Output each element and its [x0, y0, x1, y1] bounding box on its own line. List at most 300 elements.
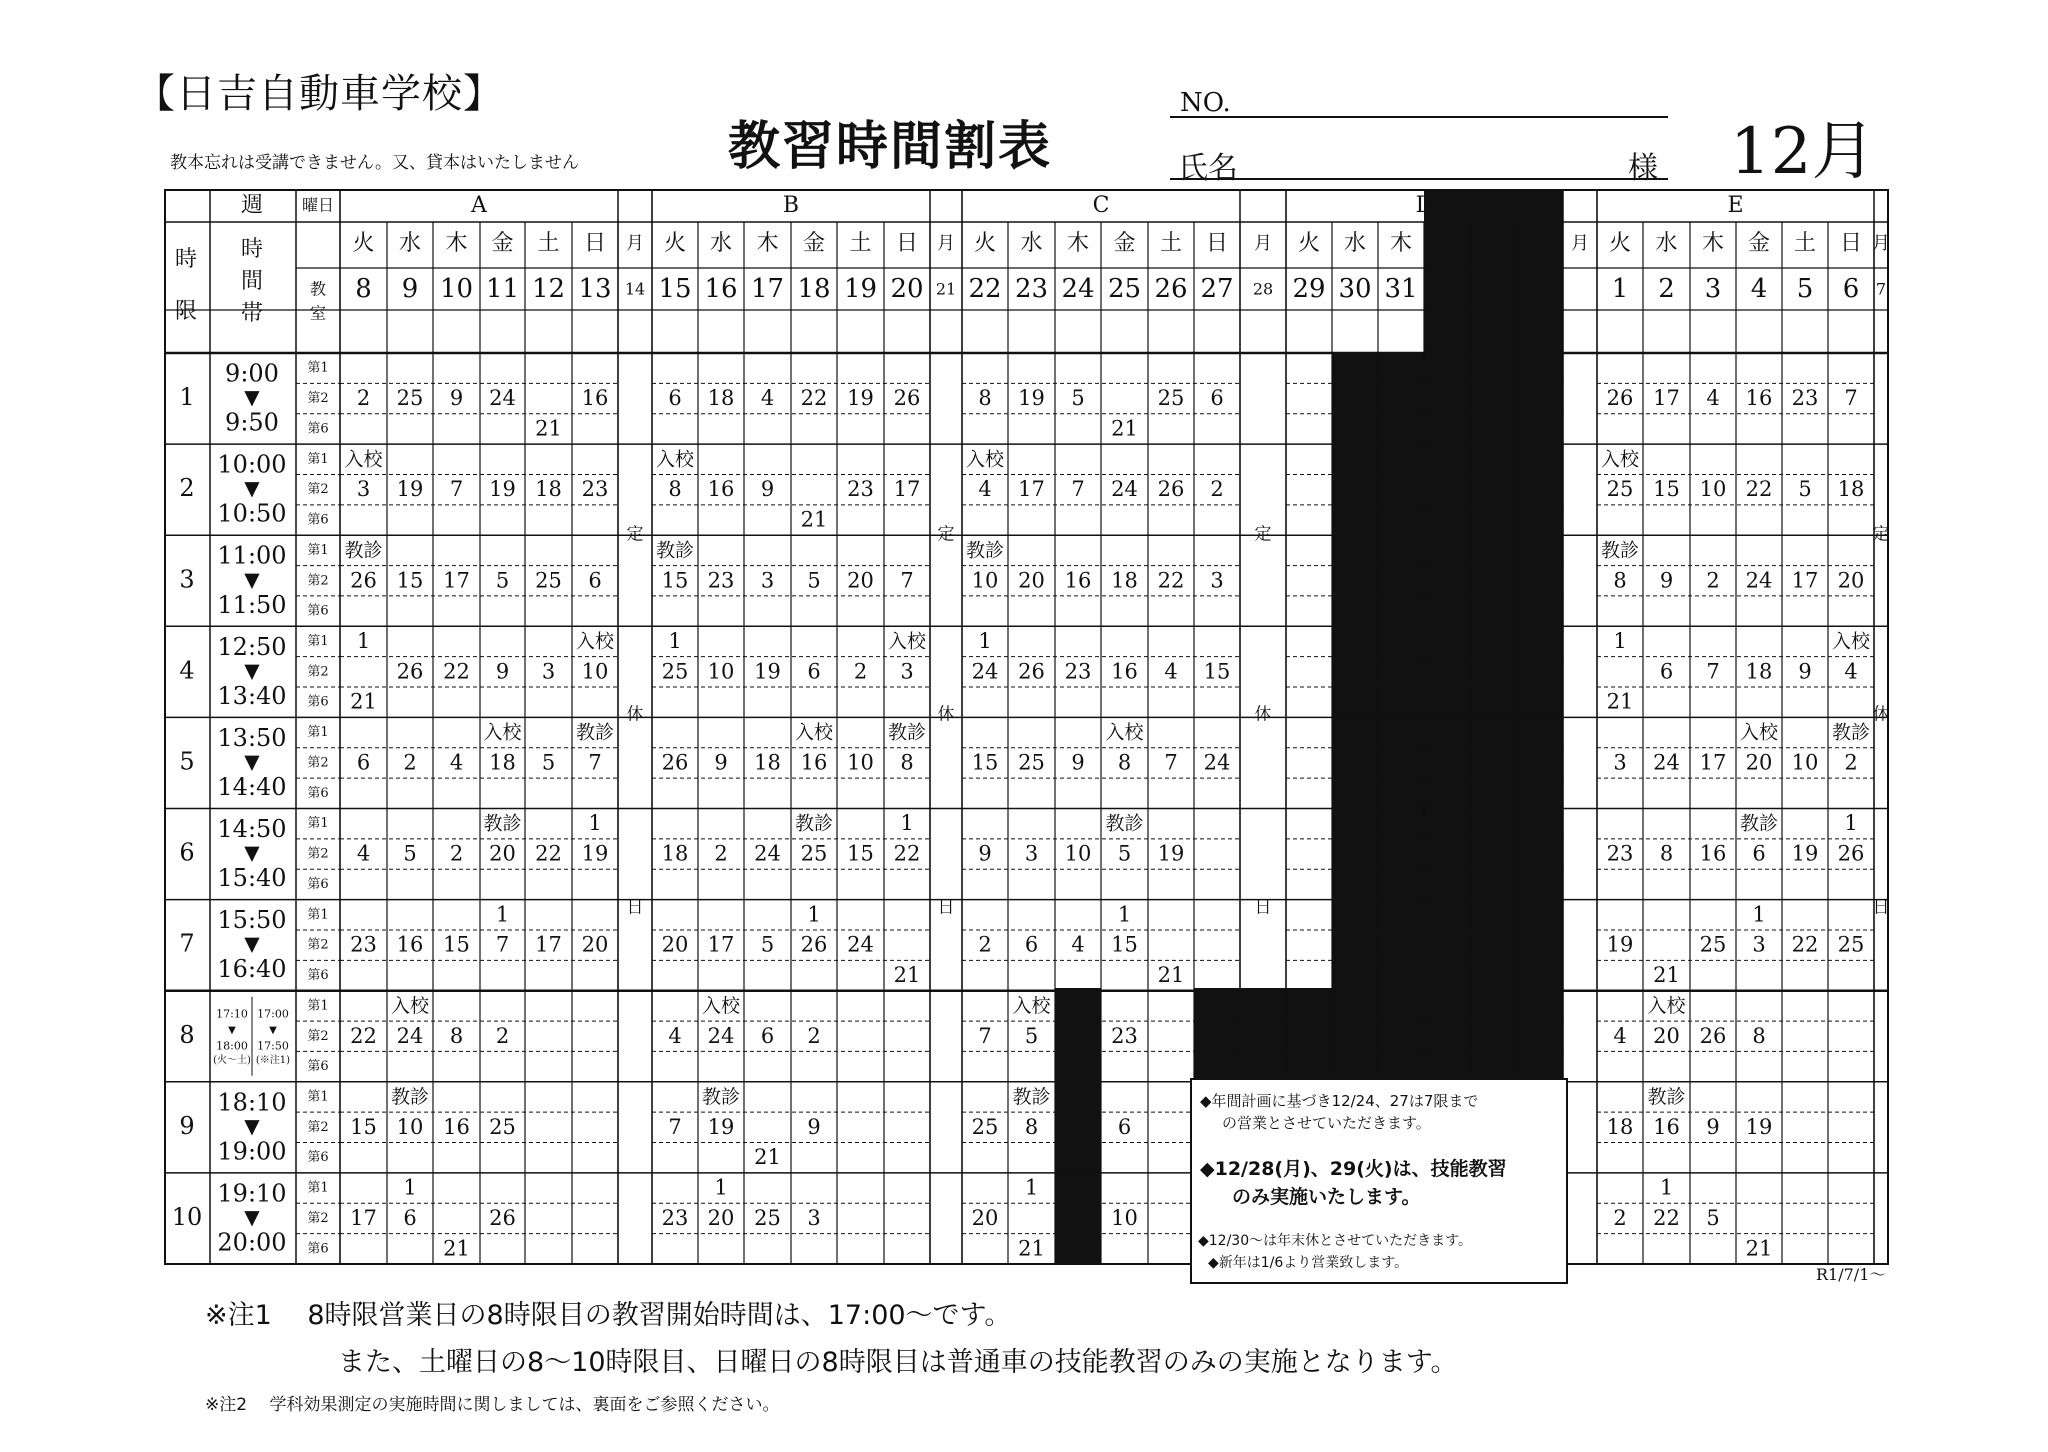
cell-c-p4-d5-r1: 15	[1203, 659, 1231, 684]
room-label-5-1: 第2	[307, 755, 329, 771]
cell-b-p8-d2-r1: 6	[760, 1023, 775, 1048]
period-end-7: 16:40	[217, 955, 287, 984]
cell-e-p7-d1-r2: 21	[1653, 963, 1680, 988]
weekday-mon-e: 月	[1872, 233, 1890, 254]
date-a-4: 12	[531, 274, 566, 304]
room-label-1-1: 第2	[307, 391, 329, 407]
cell-c-p6-d0-r1: 9	[978, 841, 992, 866]
room-label-10-2: 第6	[307, 1241, 329, 1257]
room-label-1-2: 第6	[307, 421, 329, 437]
cell-c-p5-d4-r1: 7	[1164, 750, 1178, 775]
period-arrow-10: ▼	[244, 1204, 260, 1229]
cell-b-p6-d5-r1: 22	[893, 841, 921, 866]
weekday-a-5: 日	[583, 231, 607, 256]
cell-c-p9-d3-r1: 6	[1117, 1114, 1132, 1139]
cell-c-p7-d1-r1: 6	[1024, 932, 1039, 957]
cell-c-p4-d3-r1: 16	[1111, 659, 1138, 684]
date-c-5: 27	[1200, 274, 1234, 304]
cell-c-p8-d1-r1: 5	[1024, 1023, 1039, 1048]
cell-a-p2-d0-r0: 入校	[344, 448, 383, 471]
room-label-7-2: 第6	[307, 968, 329, 984]
cell-a-p4-d1-r1: 26	[396, 659, 424, 684]
date-b-2: 17	[750, 274, 785, 304]
cell-c-p2-d4-r1: 26	[1157, 477, 1185, 502]
page-title: 教習時間割表	[728, 117, 1053, 177]
cell-b-p10-d1-r1: 20	[707, 1205, 735, 1230]
cell-e-p9-d1-r0: 教診	[1647, 1085, 1686, 1108]
weekday-a-2: 木	[445, 231, 468, 256]
closed-char-3-b: 日	[937, 897, 955, 918]
cell-b-p6-d3-r0: 教診	[794, 812, 834, 835]
cell-a-p8-d1-r1: 24	[396, 1023, 424, 1048]
closed-block-d-header	[1424, 190, 1563, 354]
cell-a-p9-d0-r1: 15	[350, 1114, 377, 1139]
closed-char-3-e: 日	[1872, 897, 1890, 918]
cell-a-p1-d0-r1: 2	[356, 386, 371, 411]
date-e-1: 2	[1658, 274, 1675, 304]
cell-e-p6-d5-r1: 26	[1837, 841, 1865, 866]
cell-c-p4-d4-r1: 4	[1164, 659, 1178, 684]
cell-c-p9-d1-r0: 教診	[1012, 1085, 1051, 1108]
closed-char-3-a: 日	[626, 897, 644, 918]
cell-e-p10-d0-r1: 2	[1613, 1205, 1627, 1230]
info-box	[1190, 1078, 1568, 1284]
info-line-1b: の営業とさせていただきます。	[1222, 1114, 1431, 1132]
cell-a-p2-d0-r1: 3	[356, 477, 371, 502]
cell-c-p3-d1-r1: 20	[1018, 568, 1045, 593]
cell-a-p10-d3-r1: 26	[489, 1205, 516, 1230]
room-label-9-2: 第6	[307, 1150, 329, 1166]
cell-b-p4-d4-r1: 2	[853, 659, 868, 684]
room-label-8-2: 第6	[307, 1059, 329, 1075]
cell-e-p3-d0-r1: 8	[1613, 568, 1627, 593]
cell-c-p2-d2-r1: 7	[1071, 477, 1085, 502]
cell-a-p5-d0-r1: 6	[356, 750, 371, 775]
weekday-mon-d: 月	[1571, 233, 1589, 254]
cell-e-p4-d5-r1: 4	[1844, 659, 1858, 684]
room-label-8-0: 第1	[307, 998, 329, 1014]
period-arrow-6: ▼	[244, 840, 260, 865]
cell-e-p2-d3-r1: 22	[1745, 477, 1773, 502]
cell-c-p6-d1-r1: 3	[1024, 841, 1039, 866]
cell-b-p8-d1-r0: 入校	[701, 994, 741, 1017]
cell-c-p1-d4-r1: 25	[1157, 386, 1185, 411]
cell-c-p8-d0-r1: 7	[978, 1023, 992, 1048]
weekday-mon-b: 月	[937, 233, 955, 254]
cell-c-p2-d1-r1: 17	[1018, 477, 1045, 502]
weekday-mon-c: 月	[1254, 233, 1272, 254]
cell-e-p10-d1-r1: 22	[1653, 1205, 1680, 1230]
week-name-b: B	[782, 193, 800, 218]
note1-line2: また、土曜日の8～10時限目、日曜日の8時限目は普通車の技能教習のみの実施となります。	[338, 1347, 1458, 1378]
weekday-d-1: 水	[1343, 231, 1367, 256]
room-label-1-0: 第1	[307, 360, 329, 376]
cell-b-p8-d3-r1: 2	[807, 1023, 821, 1048]
cell-c-p7-d0-r1: 2	[978, 932, 992, 957]
cell-c-p4-d0-r1: 24	[971, 659, 999, 684]
weekday-b-5: 日	[895, 231, 919, 256]
weekday-c-2: 木	[1066, 231, 1090, 256]
cell-a-p1-d4-r2: 21	[535, 416, 562, 441]
cell-c-p2-d3-r1: 24	[1111, 477, 1138, 502]
room-label-7-0: 第1	[307, 907, 329, 923]
weekday-c-0: 火	[973, 231, 997, 256]
cell-e-p3-d4-r1: 17	[1791, 568, 1819, 593]
cell-b-p5-d5-r0: 教診	[887, 721, 927, 744]
cell-c-p8-d1-r0: 入校	[1012, 994, 1051, 1017]
timeslot-header-1: 時	[240, 237, 264, 262]
cell-c-p7-d4-r2: 21	[1157, 963, 1185, 988]
room-label-3-2: 第6	[307, 603, 329, 619]
cell-c-p5-d3-r0: 入校	[1105, 721, 1144, 744]
date-a-3: 11	[485, 274, 520, 304]
cell-a-p4-d0-r2: 21	[350, 689, 377, 714]
period-8-alt-arrow: ▼	[269, 1024, 277, 1036]
period-end-1: 9:50	[225, 408, 279, 437]
date-b-4: 19	[843, 274, 878, 304]
weekday-e-1: 水	[1655, 231, 1678, 256]
cell-b-p3-d4-r1: 20	[847, 568, 874, 593]
cell-e-p5-d2-r1: 17	[1699, 750, 1727, 775]
info-line-4: ◆新年は1/6より営業致します。	[1208, 1255, 1409, 1271]
week-name-a: A	[471, 193, 487, 218]
cell-a-p7-d3-r1: 7	[495, 932, 510, 957]
period-end-2: 10:50	[217, 499, 287, 528]
period-no-3: 3	[179, 565, 195, 594]
cell-b-p6-d1-r1: 2	[714, 841, 728, 866]
cell-b-p2-d2-r1: 9	[760, 477, 775, 502]
cell-b-p7-d3-r0: 1	[807, 902, 821, 927]
cell-b-p4-d5-r1: 3	[900, 659, 914, 684]
cell-e-p9-d2-r1: 9	[1706, 1114, 1720, 1139]
date-e-5: 6	[1842, 274, 1860, 304]
weekday-b-4: 土	[849, 231, 872, 256]
cell-e-p3-d1-r1: 9	[1659, 568, 1674, 593]
cell-a-p4-d5-r1: 10	[581, 659, 609, 684]
cell-b-p8-d0-r1: 4	[668, 1023, 682, 1048]
cell-b-p2-d0-r0: 入校	[655, 448, 695, 471]
weekday-d-0: 火	[1297, 231, 1321, 256]
cell-b-p7-d1-r1: 17	[707, 932, 735, 957]
cell-b-p9-d1-r0: 教診	[701, 1085, 741, 1108]
period-no-2: 2	[179, 474, 195, 503]
period-8-start: 17:10	[216, 1007, 248, 1021]
cell-e-p7-d2-r1: 25	[1699, 932, 1727, 957]
cell-c-p3-d5-r1: 3	[1210, 568, 1224, 593]
weekday-b-0: 火	[663, 231, 687, 256]
date-a-5: 13	[578, 274, 612, 304]
cell-e-p9-d3-r1: 19	[1745, 1114, 1773, 1139]
cell-b-p6-d3-r1: 25	[800, 841, 828, 866]
number-label: NO.	[1180, 88, 1231, 118]
date-e-2: 3	[1704, 274, 1722, 304]
cell-b-p1-d0-r1: 6	[668, 386, 682, 411]
closed-block-d	[1332, 354, 1563, 991]
cell-e-p2-d4-r1: 5	[1798, 477, 1812, 502]
cell-c-p8-d3-r1: 23	[1111, 1023, 1138, 1048]
cell-a-p7-d3-r0: 1	[495, 902, 510, 927]
date-a-0: 8	[355, 274, 372, 304]
closed-block-c-thu	[1055, 988, 1101, 1264]
room-label-3-1: 第2	[307, 573, 329, 589]
period-start-6: 14:50	[217, 815, 287, 843]
week-header: 週	[240, 193, 264, 218]
cell-b-p7-d3-r1: 26	[800, 932, 828, 957]
cell-b-p4-d0-r0: 1	[668, 628, 682, 653]
cell-e-p5-d5-r0: 教診	[1831, 721, 1871, 744]
room-label-10-0: 第1	[307, 1180, 329, 1196]
cell-e-p5-d3-r0: 入校	[1739, 721, 1779, 744]
cell-c-p3-d4-r1: 22	[1157, 568, 1185, 593]
period-arrow-9: ▼	[244, 1113, 260, 1138]
cell-b-p4-d5-r0: 入校	[887, 630, 927, 653]
room-label-4-0: 第1	[307, 633, 329, 649]
cell-a-p3-d0-r0: 教診	[344, 539, 383, 562]
cell-e-p5-d0-r1: 3	[1613, 750, 1627, 775]
cell-b-p7-d4-r1: 24	[847, 932, 874, 957]
cell-e-p5-d4-r1: 10	[1791, 750, 1819, 775]
date-mon-a: 14	[624, 279, 646, 299]
date-a-1: 9	[401, 274, 419, 304]
weekday-mon-a: 月	[626, 233, 644, 254]
weekday-a-0: 火	[352, 231, 375, 256]
timeslot-header-3: 帯	[240, 301, 264, 326]
weekday-a-3: 金	[491, 231, 514, 256]
room-label-8-1: 第2	[307, 1028, 329, 1044]
cell-e-p7-d5-r1: 25	[1837, 932, 1865, 957]
textbook-notice: 教本忘れは受講できません。又、貸本はいたしません	[170, 153, 580, 173]
cell-e-p3-d5-r1: 20	[1837, 568, 1865, 593]
cell-b-p9-d2-r2: 21	[754, 1145, 781, 1170]
cell-b-p1-d3-r1: 22	[800, 386, 828, 411]
cell-b-p9-d1-r1: 19	[707, 1114, 735, 1139]
cell-a-p3-d1-r1: 15	[396, 568, 424, 593]
weekday-e-3: 金	[1747, 231, 1771, 256]
room-label-5-2: 第6	[307, 785, 329, 801]
cell-e-p6-d3-r0: 教診	[1739, 812, 1779, 835]
cell-e-p3-d0-r0: 教診	[1600, 539, 1640, 562]
date-e-3: 4	[1750, 274, 1768, 304]
cell-e-p7-d3-r0: 1	[1752, 902, 1766, 927]
closed-char-2-e: 休	[1872, 704, 1890, 725]
cell-a-p9-d1-r0: 教診	[390, 1085, 430, 1108]
cell-e-p5-d3-r1: 20	[1745, 750, 1773, 775]
cell-b-p9-d3-r1: 9	[807, 1114, 821, 1139]
cell-b-p2-d5-r1: 17	[893, 477, 921, 502]
cell-e-p4-d1-r1: 6	[1659, 659, 1674, 684]
cell-c-p9-d0-r1: 25	[971, 1114, 999, 1139]
cell-e-p9-d1-r1: 16	[1653, 1114, 1680, 1139]
cell-b-p2-d0-r1: 8	[668, 477, 682, 502]
date-c-1: 23	[1014, 274, 1049, 304]
room-label-4-2: 第6	[307, 694, 329, 710]
period-start-10: 19:10	[217, 1179, 287, 1208]
cell-b-p2-d4-r1: 23	[847, 477, 874, 502]
date-c-2: 24	[1061, 274, 1095, 304]
cell-b-p9-d0-r1: 7	[668, 1114, 682, 1139]
closed-char-1-e: 定	[1872, 524, 1890, 545]
cell-e-p4-d4-r1: 9	[1798, 659, 1812, 684]
cell-e-p10-d3-r2: 21	[1745, 1236, 1773, 1261]
period-arrow-1: ▼	[244, 385, 260, 410]
closed-char-2-a: 休	[626, 704, 644, 725]
cell-a-p3-d4-r1: 25	[535, 568, 562, 593]
cell-b-p8-d1-r1: 24	[707, 1023, 735, 1048]
cell-e-p2-d1-r1: 15	[1653, 477, 1680, 502]
date-b-0: 15	[658, 274, 692, 304]
week-name-c: C	[1092, 193, 1110, 218]
cell-b-p3-d0-r1: 15	[661, 568, 689, 593]
period-arrow-7: ▼	[244, 931, 260, 956]
period-no-8: 8	[179, 1020, 195, 1049]
cell-e-p7-d3-r1: 3	[1752, 932, 1766, 957]
cell-e-p1-d3-r1: 16	[1745, 386, 1773, 411]
cell-e-p2-d5-r1: 18	[1837, 477, 1865, 502]
cell-b-p5-d3-r1: 16	[800, 750, 828, 775]
weekday-e-4: 土	[1793, 231, 1817, 256]
cell-c-p6-d3-r1: 5	[1117, 841, 1132, 866]
cell-b-p1-d2-r1: 4	[760, 386, 775, 411]
cell-c-p4-d1-r1: 26	[1018, 659, 1045, 684]
cell-c-p2-d0-r0: 入校	[965, 448, 1005, 471]
period-start-1: 9:00	[225, 359, 279, 388]
date-b-1: 16	[704, 274, 738, 304]
closed-char-1-c: 定	[1254, 524, 1272, 545]
cell-a-p3-d3-r1: 5	[495, 568, 510, 593]
cell-e-p8-d1-r1: 20	[1653, 1023, 1680, 1048]
cell-c-p7-d3-r0: 1	[1117, 902, 1132, 927]
closed-char-3-c: 日	[1254, 897, 1272, 918]
date-e-0: 1	[1611, 274, 1629, 304]
room-label-7-1: 第2	[307, 937, 329, 953]
cell-e-p7-d4-r1: 22	[1791, 932, 1819, 957]
period-8-alt-end: 17:50	[257, 1039, 289, 1053]
cell-b-p3-d2-r1: 3	[760, 568, 775, 593]
weekday-e-2: 木	[1701, 231, 1725, 256]
cell-a-p5-d5-r0: 教診	[575, 721, 615, 744]
cell-e-p3-d2-r1: 2	[1706, 568, 1720, 593]
date-e-4: 5	[1796, 274, 1814, 304]
closed-char-2-c: 休	[1254, 704, 1272, 725]
cell-a-p1-d2-r1: 9	[449, 386, 464, 411]
room-label-6-2: 第6	[307, 876, 329, 892]
cell-e-p1-d4-r1: 23	[1791, 386, 1819, 411]
weekday-c-1: 水	[1020, 231, 1043, 256]
note1-line1: ※注1 8時限営業日の8時限目の教習開始時間は、17:00～です。	[205, 1300, 1012, 1331]
period-no-5: 5	[179, 747, 195, 776]
cell-e-p2-d2-r1: 10	[1699, 477, 1727, 502]
cell-b-p10-d0-r1: 23	[661, 1205, 689, 1230]
period-no-9: 9	[179, 1111, 195, 1140]
cell-b-p2-d3-r2: 21	[800, 507, 828, 532]
info-line-3: ◆12/30～は年末休とさせていただきます。	[1198, 1233, 1472, 1249]
cell-a-p4-d4-r1: 3	[541, 659, 556, 684]
weekday-a-4: 土	[537, 231, 560, 256]
cell-c-p1-d3-r2: 21	[1111, 416, 1138, 441]
weekday-e-0: 火	[1608, 231, 1632, 256]
date-mon-e: 7	[1875, 279, 1887, 299]
cell-a-p2-d2-r1: 7	[449, 477, 464, 502]
school-name: 【日吉自動車学校】	[135, 71, 504, 117]
period-arrow-2: ▼	[244, 476, 260, 501]
cell-e-p1-d1-r1: 17	[1653, 386, 1680, 411]
cell-a-p10-d1-r0: 1	[403, 1175, 417, 1200]
weekday-b-2: 木	[756, 231, 779, 256]
cell-b-p5-d3-r0: 入校	[794, 721, 834, 744]
weekday-c-4: 土	[1159, 231, 1183, 256]
cell-c-p3-d0-r0: 教診	[965, 539, 1005, 562]
period-8-arrow: ▼	[228, 1024, 236, 1036]
cell-a-p8-d0-r1: 22	[350, 1023, 377, 1048]
room-label-10-1: 第2	[307, 1210, 329, 1226]
cell-a-p2-d1-r1: 19	[396, 477, 424, 502]
cell-c-p3-d3-r1: 18	[1111, 568, 1138, 593]
timeslot-header-2: 間	[240, 269, 264, 294]
date-d-1: 30	[1338, 274, 1372, 304]
cell-c-p5-d2-r1: 9	[1071, 750, 1085, 775]
cell-c-p10-d3-r1: 10	[1111, 1205, 1138, 1230]
cell-e-p4-d3-r1: 18	[1745, 659, 1773, 684]
period-no-10: 10	[171, 1202, 203, 1231]
period-end-6: 15:40	[217, 864, 287, 893]
cell-c-p1-d0-r1: 8	[978, 386, 992, 411]
cell-a-p6-d4-r1: 22	[535, 841, 562, 866]
cell-c-p4-d2-r1: 23	[1064, 659, 1092, 684]
closed-char-1-a: 定	[626, 524, 644, 545]
cell-b-p4-d1-r1: 10	[707, 659, 735, 684]
note2: ※注2 学科効果測定の実施時間に関しましては、裏面をご参照ください。	[205, 1395, 780, 1415]
cell-a-p6-d5-r0: 1	[588, 811, 602, 836]
cell-a-p8-d1-r0: 入校	[390, 994, 430, 1017]
cell-b-p7-d0-r1: 20	[661, 932, 689, 957]
cell-e-p7-d0-r1: 19	[1606, 932, 1634, 957]
cell-e-p5-d5-r1: 2	[1844, 750, 1858, 775]
date-c-0: 22	[968, 274, 1002, 304]
date-b-3: 18	[797, 274, 831, 304]
weekday-a-1: 水	[398, 231, 422, 256]
cell-a-p7-d4-r1: 17	[535, 932, 562, 957]
cell-c-p6-d4-r1: 19	[1157, 841, 1185, 866]
cell-a-p5-d3-r0: 入校	[483, 721, 522, 744]
cell-a-p4-d5-r0: 入校	[575, 630, 615, 653]
cell-e-p8-d3-r1: 8	[1752, 1023, 1766, 1048]
cell-a-p3-d2-r1: 17	[443, 568, 470, 593]
cell-a-p9-d2-r1: 16	[443, 1114, 470, 1139]
cell-a-p6-d3-r1: 20	[489, 841, 516, 866]
cell-b-p5-d5-r1: 8	[900, 750, 914, 775]
cell-a-p2-d5-r1: 23	[581, 477, 609, 502]
period-start-3: 11:00	[217, 541, 287, 570]
cell-c-p5-d1-r1: 25	[1018, 750, 1045, 775]
cell-e-p2-d0-r1: 25	[1606, 477, 1634, 502]
room-label-2-0: 第1	[307, 451, 329, 467]
date-mon-b: 21	[935, 279, 957, 299]
cell-a-p3-d0-r1: 26	[350, 568, 377, 593]
cell-c-p6-d3-r0: 教診	[1105, 812, 1144, 835]
info-line-2a: ◆12/28(月)、29(火)は、技能教習	[1200, 1158, 1507, 1180]
cell-b-p7-d5-r2: 21	[893, 963, 921, 988]
revision-ref: R1/7/1～	[1816, 1265, 1886, 1284]
cell-a-p6-d0-r1: 4	[356, 841, 371, 866]
cell-c-p1-d2-r1: 5	[1071, 386, 1085, 411]
period-end-5: 14:40	[217, 773, 287, 801]
date-mon-c: 28	[1252, 279, 1274, 299]
cell-e-p2-d0-r0: 入校	[1600, 448, 1640, 471]
cell-a-p9-d1-r1: 10	[396, 1114, 424, 1139]
cell-e-p10-d2-r1: 5	[1706, 1205, 1720, 1230]
cell-e-p6-d2-r1: 16	[1699, 841, 1727, 866]
cell-e-p6-d1-r1: 8	[1659, 841, 1674, 866]
